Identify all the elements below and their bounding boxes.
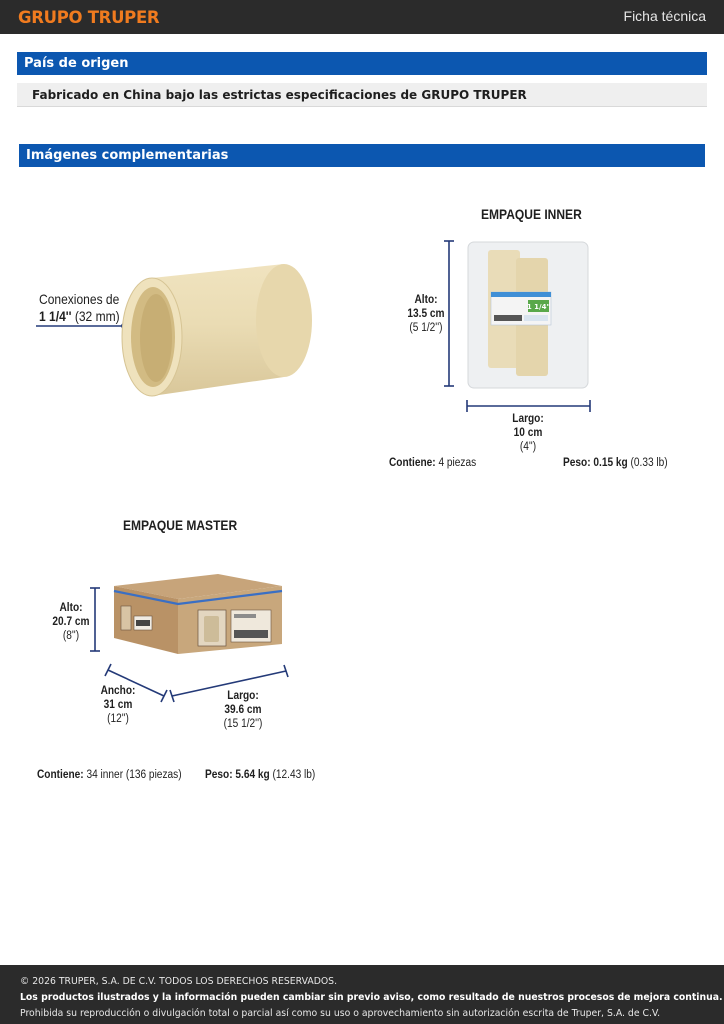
inner-bag-image <box>466 240 590 390</box>
inner-height-in: (5 1/2'') <box>409 322 443 334</box>
product-size-mm: (32 mm) <box>74 308 120 324</box>
master-height-cm: 20.7 cm <box>52 616 90 628</box>
inner-contents: Contiene: 4 piezas <box>389 457 477 469</box>
footer-notice: Los productos ilustrados y la información pueden cambiar sin previo aviso, como resultado de nuestros procesos de mejora continua. <box>20 992 723 1003</box>
inner-weight-lb: (0.33 lb) <box>630 457 668 469</box>
master-length-in: (15 1/2'') <box>223 718 263 730</box>
top-bar <box>0 0 724 34</box>
inner-height-label: Alto: 13.5 cm (5 1/2'') <box>401 293 450 335</box>
master-width-cm: 31 cm <box>103 699 133 711</box>
master-weight-lb: (12.43 lb) <box>272 769 316 781</box>
inner-weight: Peso: 0.15 kg (0.33 lb) <box>563 457 668 469</box>
product-label-line1: Conexiones de <box>39 291 120 307</box>
master-length-cm: 39.6 cm <box>224 704 262 716</box>
inner-height-cm: 13.5 cm <box>407 308 445 320</box>
product-size: 1 1/4'' <box>39 308 72 324</box>
master-contents: Contiene: 34 inner (136 piezas) <box>37 769 182 781</box>
inner-length-in: (4'') <box>519 441 537 453</box>
master-height-label: Alto: 20.7 cm (8'') <box>50 601 92 643</box>
document-type: Ficha técnica <box>623 8 706 24</box>
footer-prohibition: Prohibida su reproducción o divulgación total o parcial así como su uso o aprovechamiento sin autorización escrita de Truper, S.A. de C.V. <box>20 1008 661 1019</box>
inner-contents-value: 4 piezas <box>438 457 477 469</box>
footer <box>0 965 724 1024</box>
section-title-origin: País de origen <box>17 52 707 75</box>
master-width-label: Ancho: 31 cm (12'') <box>97 684 139 726</box>
origin-text: Fabricado en China bajo las estrictas especificaciones de GRUPO TRUPER <box>17 83 707 107</box>
master-weight: Peso: 5.64 kg (12.43 lb) <box>205 769 316 781</box>
master-weight-kg: 5.64 kg <box>235 769 270 781</box>
section-title-images: Imágenes complementarias <box>19 144 705 167</box>
inner-package-heading: EMPAQUE INNER <box>481 206 582 222</box>
inner-length-cm: 10 cm <box>513 427 543 439</box>
footer-copyright: © 2026 TRUPER, S.A. DE C.V. TODOS LOS DERECHOS RESERVADOS. <box>20 976 338 987</box>
master-height-in: (8'') <box>62 630 80 642</box>
inner-length-label: Largo: 10 cm (4'') <box>502 412 553 454</box>
master-length-label: Largo: 39.6 cm (15 1/2'') <box>217 689 268 731</box>
master-contents-value: 34 inner (136 piezas) <box>86 769 182 781</box>
master-width-in: (12'') <box>107 713 129 725</box>
pvc-coupling-image <box>34 258 324 403</box>
master-package-heading: EMPAQUE MASTER <box>123 517 238 533</box>
inner-weight-kg: 0.15 kg <box>593 457 628 469</box>
inner-bag-size-tag: 1 1/4" <box>526 303 551 311</box>
brand-logo: GRUPO TRUPER <box>18 8 160 27</box>
